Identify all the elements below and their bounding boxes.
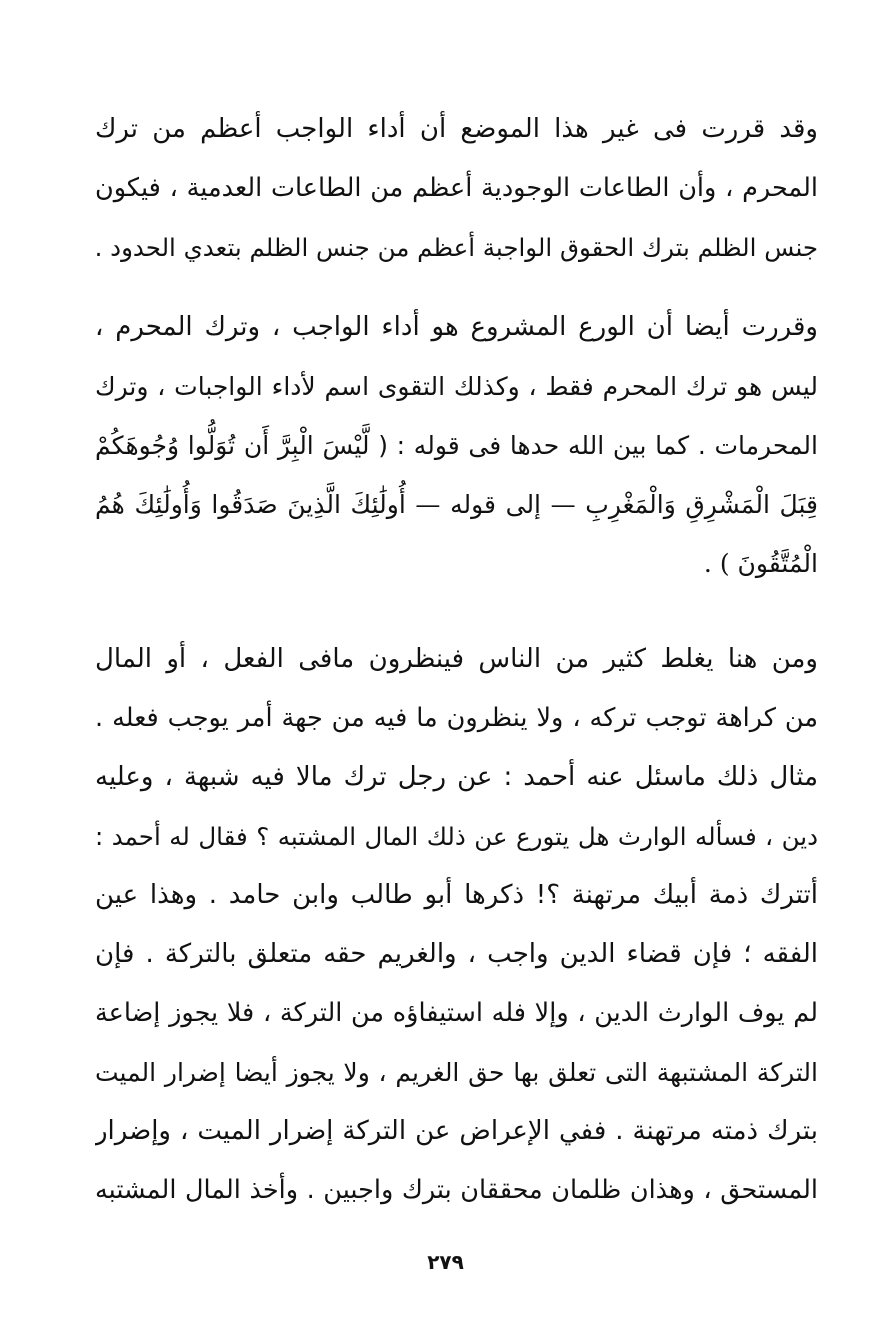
text-line: التركة المشتبهة التى تعلق بها حق الغريم ، ولا يجوز أيضا إضرار الميت <box>95 1058 818 1087</box>
paragraph-1 <box>95 100 818 277</box>
text-line: من كراهة توجب تركه ، ولا ينظرون ما فيه من جهة أمر يوجب فعله . <box>95 703 818 733</box>
quranic-verse-line: قِبَلَ الْمَشْرِقِ وَالْمَغْرِبِ — إلى قوله — أُولَٰئِكَ الَّذِينَ صَدَقُوا وَأُولَٰئِكَ هُمُ <box>95 490 818 519</box>
paragraph-3 <box>95 630 818 1220</box>
text-line: مثال ذلك ماسئل عنه أحمد : عن رجل ترك مالا فيه شبهة ، وعليه <box>95 762 818 792</box>
text-line: لم يوف الوارث الدين ، وإلا فله استيفاؤه من التركة ، فلا يجوز إضاعة <box>95 998 818 1028</box>
text-line: المستحق ، وهذان ظلمان محققان بترك واجبين . وأخذ المال المشتبه <box>95 1175 818 1205</box>
page-number: ٢٧٩ <box>427 1250 464 1274</box>
text-line: أتترك ذمة أبيك مرتهنة ؟! ذكرها أبو طالب وابن حامد . وهذا عين <box>95 880 818 910</box>
text-line: جنس الظلم بترك الحقوق الواجبة أعظم من جنس الظلم بتعدي الحدود . <box>95 233 818 262</box>
text-line-with-verse: المحرمات . كما بين الله حدها فى قوله : ( لَّيْسَ الْبِرَّ أَن تُوَلُّوا وُجُوهَكُمْ <box>95 431 818 460</box>
text-line: المحرم ، وأن الطاعات الوجودية أعظم من الطاعات العدمية ، فيكون <box>95 173 818 203</box>
text-line: دين ، فسأله الوارث هل يتورع عن ذلك المال المشتبه ؟ فقال له أحمد : <box>95 822 818 851</box>
text-line: ومن هنا يغلط كثير من الناس فينظرون مافى الفعل ، أو المال <box>95 644 818 674</box>
text-line: وقررت أيضا أن الورع المشروع هو أداء الواجب ، وترك المحرم ، <box>95 312 818 342</box>
text-line: وقد قررت فى غير هذا الموضع أن أداء الواجب أعظم من ترك <box>95 114 818 144</box>
quranic-verse-line: الْمُتَّقُونَ ) . <box>703 549 818 578</box>
text-line: بترك ذمته مرتهنة . ففي الإعراض عن التركة إضرار الميت ، وإضرار <box>95 1116 818 1146</box>
paragraph-2 <box>95 298 818 593</box>
text-line: الفقه ؛ فإن قضاء الدين واجب ، والغريم حقه متعلق بالتركة . فإن <box>95 939 818 969</box>
text-line: ليس هو ترك المحرم فقط ، وكذلك التقوى اسم لأداء الواجبات ، وترك <box>95 372 818 401</box>
